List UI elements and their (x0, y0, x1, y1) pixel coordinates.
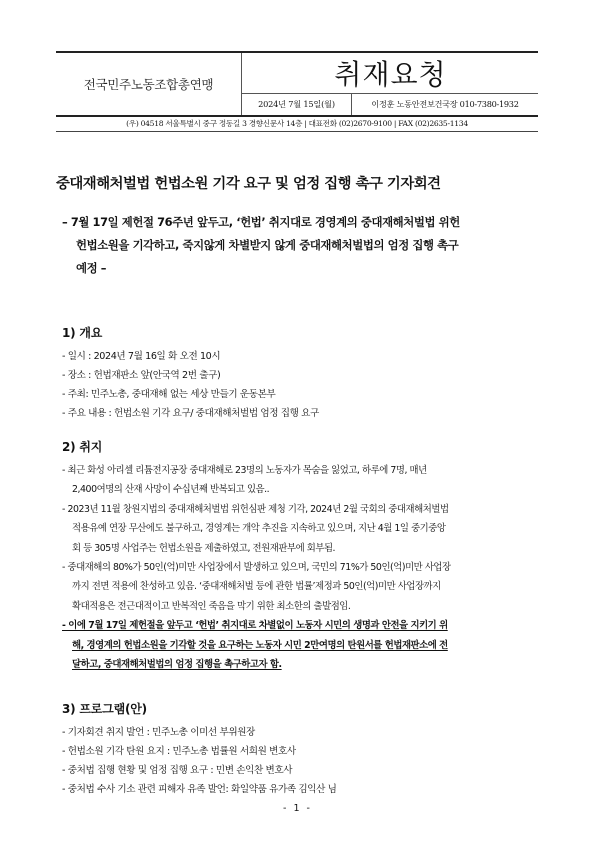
list-item: - 중처법 수사 기소 관련 피해자 유족 발언: 화일약품 유가족 김익산 님 (62, 784, 337, 795)
list-line: - 이에 7월 17일 제헌절을 앞두고 ‘헌법’ 취지대로 차별없이 노동자 시민의 생명과 안전을 지키기 위 (62, 620, 448, 632)
list-line: - 최근 화성 아리셀 리튬전지공장 중대재해로 23명의 노동자가 목숨을 잃었고, 하루에 7명, 매년 (62, 465, 427, 476)
section-heading-overview: 1) 개요 (62, 326, 103, 340)
list-item: - 장소 : 헌법재판소 앞(안국역 2번 출구) (62, 370, 221, 381)
subtitle-line: 헌법소원을 기각하고, 죽지않게 차별받지 않게 중대재해처벌법의 엄정 집행 촉구 (76, 238, 459, 252)
document-subtitle (62, 211, 538, 280)
list-line: 해, 경영계의 헌법소원을 기각할 것을 요구하는 노동자 시민 2만여명의 탄원서를 헌법재판소에 전 (72, 639, 448, 651)
subtitle-line: 예정 – (76, 261, 107, 275)
list-line: - 2023년 11월 창원지법의 중대재해처벌법 위헌심판 제청 기각, 2024년 2월 국회의 중대재해처벌법 (62, 503, 449, 515)
list-line: 달하고, 중대재해처벌법의 엄정 집행을 촉구하고자 함. (72, 659, 282, 671)
contact-person: 이정훈 노동안전보건국장 010-7380-1932 (351, 93, 538, 115)
address-line: (우) 04518 서울특별시 중구 정동길 3 경향신문사 14층 | 대표전화 (02)2670-9100 | FAX (02)2635-1134 (56, 115, 538, 132)
organization-name: 전국민주노동조합총연맹 (83, 77, 214, 92)
list-line: 회 등 305명 사업주는 헌법소원을 제출하였고, 전원재판부에 회부됨. (72, 542, 336, 554)
purpose-list (62, 461, 542, 674)
emphasized-list-item (62, 616, 542, 674)
document-type-title: 취재요청 (241, 53, 539, 93)
section-heading-purpose: 2) 취지 (62, 440, 103, 454)
subtitle-line: – 7월 17일 제헌절 76주년 앞두고, ‘헌법’ 취지대로 경영계의 중대재해처벌법 위헌 (62, 215, 460, 229)
list-item: - 일시 : 2024년 7월 16일 화 오전 10시 (62, 351, 221, 362)
list-item: - 헌법소원 기각 탄원 요지 : 민주노총 법률원 서희원 변호사 (62, 746, 296, 757)
section-heading-program: 3) 프로그램(안) (62, 702, 147, 716)
list-line: 2,400여명의 산재 사망이 수십년째 반복되고 있음.. (72, 484, 270, 496)
page-number: - 1 - (283, 803, 312, 814)
program-list (62, 723, 542, 799)
press-header (56, 51, 538, 117)
list-item (62, 461, 542, 500)
list-item: - 기자회견 취지 발언 : 민주노총 이미선 부위원장 (62, 727, 255, 738)
list-line: 적용유예 연장 무산에도 불구하고, 경영계는 개악 추진을 지속하고 있으며, 지난 4월 1일 중기중앙 (72, 523, 446, 535)
overview-list (62, 347, 542, 423)
list-line: - 중대재해의 80%가 50인(억)미만 사업장에서 발생하고 있으며, 국민의 71%가 50인(억)미만 사업장 (62, 562, 451, 574)
document-title: 중대재해처벌법 헌법소원 기각 요구 및 엄정 집행 촉구 기자회견 (56, 176, 441, 192)
list-item: - 중처법 집행 현황 및 엄정 집행 요구 : 민변 손익찬 변호사 (62, 765, 293, 776)
list-item: - 주최: 민주노총, 중대재해 없는 세상 만들기 운동본부 (62, 389, 276, 400)
list-line: 확대적용은 전근대적이고 반복적인 죽음을 막기 위한 최소한의 출발점임. (72, 600, 351, 612)
list-item (62, 558, 542, 616)
list-item: - 주요 내용 : 헌법소원 기각 요구/ 중대재해처벌법 엄정 집행 요구 (62, 408, 319, 419)
list-line: 까지 전면 적용에 찬성하고 있음. ‘중대재해처벌 등에 관한 법률’제정과 50인(억)미만 사업장까지 (72, 581, 441, 593)
list-item (62, 500, 542, 558)
release-date: 2024년 7월 15일(월) (241, 93, 351, 115)
